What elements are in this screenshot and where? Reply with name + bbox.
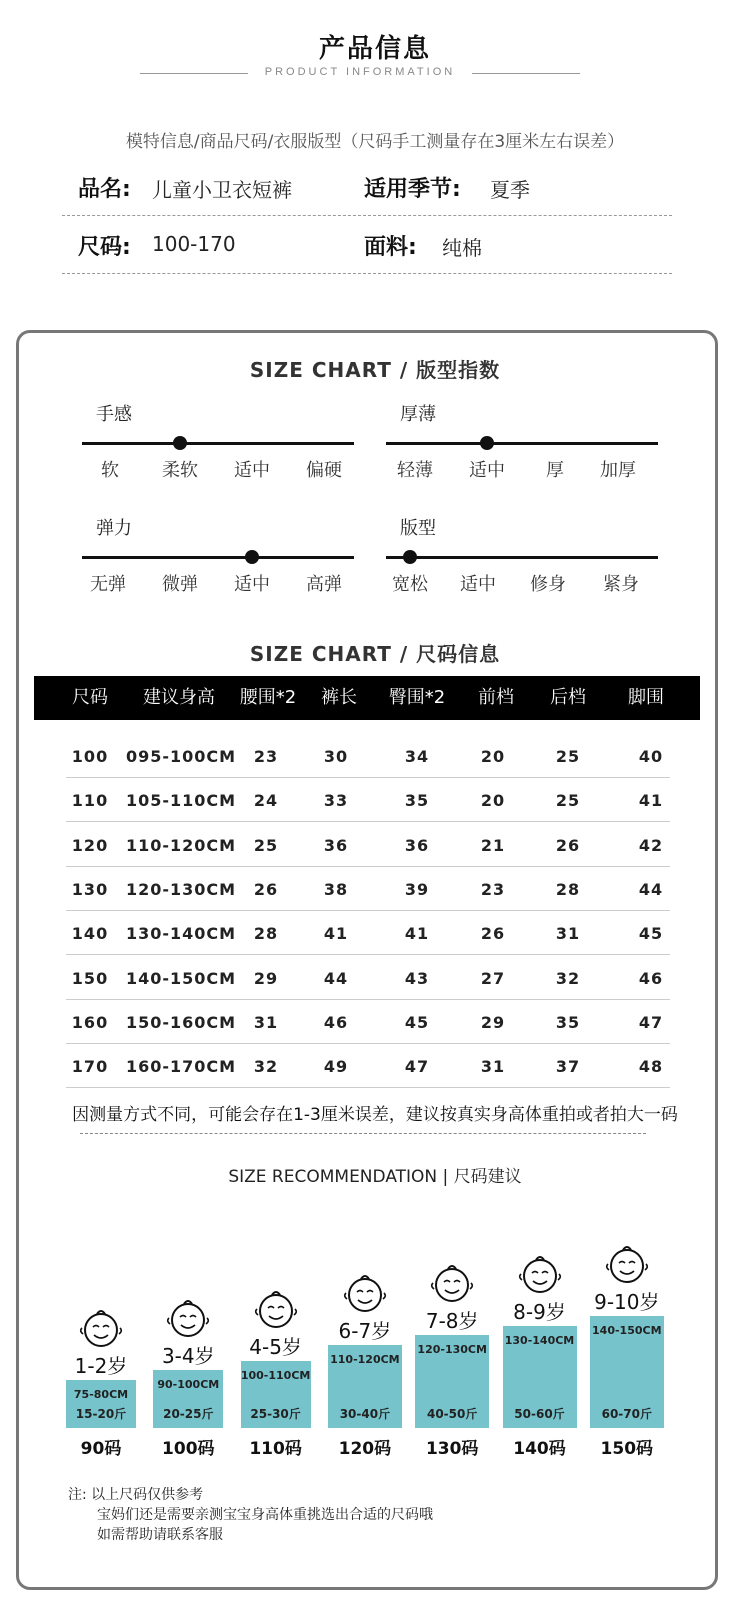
table-row — [66, 823, 670, 867]
scale-option: 修身 — [530, 574, 566, 595]
table-cell: 23 — [480, 879, 506, 899]
recommendation-bar — [503, 1326, 577, 1429]
table-header-cell: 尺码 — [72, 687, 108, 708]
table-cell: 44 — [323, 968, 349, 988]
table-cell: 095-100CM — [125, 747, 237, 766]
table-cell: 45 — [404, 1012, 430, 1032]
footnote-line-3: 如需帮助请联系客服 — [97, 1527, 223, 1543]
divider — [140, 73, 248, 74]
fit-section-title: SIZE CHART / 版型指数 — [249, 358, 501, 382]
bar-height-label: 110-120CM — [330, 1352, 400, 1366]
table-cell: 21 — [480, 835, 506, 855]
bar-height-label: 75-80CM — [73, 1388, 129, 1401]
table-cell: 49 — [323, 1057, 349, 1077]
model-info-text: 模特信息/商品尺码/衣服版型（尺码手工测量存在3厘米左右误差） — [125, 132, 625, 152]
bar-weight-label: 60-70斤 — [601, 1406, 652, 1421]
table-cell: 25 — [555, 747, 581, 766]
table-cell: 120 — [71, 835, 109, 855]
table-cell: 41 — [404, 924, 430, 944]
scale-option: 适中 — [234, 574, 270, 595]
table-cell: 30 — [323, 747, 349, 766]
table-cell: 130 — [71, 879, 109, 899]
page-subtitle: PRODUCT INFORMATION — [264, 66, 456, 78]
size-label: 140码 — [513, 1439, 566, 1459]
scale-selected-dot — [245, 550, 259, 564]
scale-selected-dot — [403, 550, 417, 564]
age-label: 3-4岁 — [161, 1344, 215, 1369]
table-cell: 26 — [253, 879, 279, 899]
scale-option: 软 — [101, 460, 119, 481]
scale-track — [82, 442, 354, 445]
baby-face-icon — [604, 1242, 650, 1284]
table-cell: 38 — [323, 879, 349, 899]
scale-option: 微弹 — [162, 574, 198, 595]
size-label: 90码 — [80, 1439, 122, 1459]
table-cell: 31 — [253, 1012, 279, 1032]
baby-face-icon — [165, 1296, 211, 1338]
table-header-cell: 建议身高 — [143, 687, 215, 708]
fabric-key: 面料: — [364, 235, 417, 260]
size-label: 130码 — [425, 1439, 479, 1459]
table-cell: 160 — [71, 1012, 109, 1032]
recommendation-bar — [328, 1345, 402, 1428]
name-key: 品名: — [78, 177, 131, 202]
table-cell: 28 — [555, 879, 581, 899]
table-cell: 29 — [480, 1012, 506, 1032]
table-cell: 150 — [71, 968, 109, 988]
table-header-cell: 脚围 — [628, 687, 664, 708]
fabric-value: 纯棉 — [442, 236, 482, 260]
table-header-cell: 后档 — [550, 687, 586, 708]
table-cell: 36 — [323, 835, 349, 855]
table-header-cell: 臀围*2 — [388, 687, 446, 708]
size-label: 100码 — [162, 1439, 215, 1459]
table-cell: 110-120CM — [125, 835, 237, 855]
subtitle-block — [140, 66, 580, 80]
baby-face-icon — [78, 1306, 124, 1348]
table-cell: 47 — [404, 1057, 430, 1077]
scale-option: 宽松 — [392, 574, 428, 595]
table-cell: 24 — [253, 791, 279, 811]
age-label: 8-9岁 — [513, 1299, 566, 1324]
table-cell: 26 — [555, 835, 581, 855]
table-row — [66, 734, 670, 778]
table-cell: 35 — [555, 1012, 581, 1032]
table-cell: 47 — [638, 1012, 664, 1032]
bar-weight-label: 40-50斤 — [426, 1406, 478, 1421]
table-cell: 34 — [404, 747, 430, 766]
table-cell: 31 — [555, 924, 581, 944]
recommendation-bar — [153, 1370, 223, 1428]
table-row — [66, 956, 670, 1000]
baby-face-icon — [253, 1287, 299, 1329]
table-row — [66, 911, 670, 955]
bar-weight-label: 20-25斤 — [163, 1406, 214, 1421]
table-cell: 43 — [404, 968, 430, 988]
table-cell: 31 — [480, 1057, 506, 1077]
table-cell: 140 — [71, 924, 109, 944]
table-cell: 46 — [323, 1012, 349, 1032]
table-cell: 25 — [253, 835, 279, 855]
table-cell: 33 — [323, 791, 349, 811]
table-cell: 160-170CM — [125, 1057, 237, 1077]
table-cell: 150-160CM — [125, 1012, 237, 1032]
table-cell: 20 — [480, 747, 506, 766]
scale-label: 手感 — [96, 404, 132, 425]
table-row — [66, 1044, 670, 1088]
bar-height-label: 100-110CM — [240, 1368, 311, 1382]
scale-option: 加厚 — [600, 460, 636, 481]
table-cell: 100 — [71, 747, 109, 766]
age-label: 4-5岁 — [249, 1334, 302, 1359]
table-header-cell: 腰围*2 — [239, 687, 297, 708]
scale-option: 柔软 — [162, 460, 198, 481]
table-cell: 36 — [404, 835, 430, 855]
table-header-cell: 裤长 — [321, 687, 357, 708]
age-label: 7-8岁 — [425, 1309, 479, 1334]
bar-weight-label: 15-20斤 — [75, 1407, 127, 1421]
baby-face-icon — [517, 1252, 563, 1294]
table-cell: 26 — [480, 924, 506, 944]
table-cell: 45 — [638, 924, 664, 944]
page-title: 产品信息 — [318, 34, 431, 64]
age-label: 9-10岁 — [594, 1289, 660, 1314]
recommendation-bar — [241, 1361, 311, 1428]
scale-track — [386, 556, 658, 559]
footnote-line-1: 注: 以上尺码仅供参考 — [68, 1487, 204, 1503]
dashed-divider — [80, 1133, 646, 1134]
divider — [472, 73, 580, 74]
table-row — [66, 867, 670, 911]
scale-selected-dot — [480, 436, 494, 450]
bar-weight-label: 30-40斤 — [339, 1406, 391, 1421]
age-label: 1-2岁 — [74, 1354, 128, 1378]
table-cell: 170 — [71, 1057, 109, 1077]
table-cell: 39 — [404, 879, 430, 899]
table-cell: 120-130CM — [125, 879, 237, 899]
scale-option: 适中 — [460, 574, 496, 595]
scale-option: 无弹 — [90, 574, 126, 595]
table-cell: 23 — [253, 747, 279, 766]
table-cell: 41 — [638, 791, 664, 811]
recommendation-bar — [415, 1335, 489, 1428]
table-cell: 130-140CM — [125, 924, 237, 944]
table-cell: 105-110CM — [125, 791, 237, 811]
table-cell: 110 — [71, 791, 109, 811]
scale-label: 版型 — [400, 518, 436, 539]
table-cell: 35 — [404, 791, 430, 811]
table-cell: 32 — [253, 1057, 279, 1077]
scale-track — [82, 556, 354, 559]
table-row — [66, 778, 670, 822]
table-cell: 29 — [253, 968, 279, 988]
scale-option: 厚 — [546, 460, 564, 481]
info-row-name — [62, 160, 672, 216]
table-cell: 25 — [555, 791, 581, 811]
table-cell: 37 — [555, 1057, 581, 1077]
scale-option: 适中 — [469, 460, 505, 481]
size-table-header — [34, 676, 700, 720]
size-section-title: SIZE CHART / 尺码信息 — [249, 642, 501, 666]
scale-option: 紧身 — [603, 574, 639, 595]
table-cell: 44 — [638, 879, 664, 899]
bar-weight-label: 25-30斤 — [250, 1406, 301, 1421]
size-label: 150码 — [600, 1439, 654, 1459]
scale-option: 轻薄 — [397, 460, 433, 481]
table-cell: 42 — [638, 835, 664, 855]
recommendation-bar — [66, 1380, 136, 1428]
recommendation-title: SIZE RECOMMENDATION | 尺码建议 — [228, 1167, 522, 1187]
info-row-size — [62, 218, 672, 274]
size-label: 110码 — [249, 1439, 302, 1459]
scale-option: 高弹 — [306, 574, 342, 595]
bar-height-label: 130-140CM — [504, 1333, 575, 1347]
recommendation-bar — [590, 1316, 664, 1428]
table-cell: 32 — [555, 968, 581, 988]
table-cell: 140-150CM — [125, 968, 237, 988]
scale-selected-dot — [173, 436, 187, 450]
season-value: 夏季 — [490, 178, 530, 202]
table-cell: 48 — [638, 1057, 664, 1077]
scale-option: 适中 — [234, 460, 270, 481]
table-cell: 41 — [323, 924, 349, 944]
scale-label: 厚薄 — [400, 404, 436, 425]
footnote-line-2: 宝妈们还是需要亲测宝宝身高体重挑选出合适的尺码哦 — [97, 1507, 433, 1523]
scale-track — [386, 442, 658, 445]
size-value: 100-170 — [152, 232, 236, 256]
bar-weight-label: 50-60斤 — [514, 1407, 565, 1421]
name-value: 儿童小卫衣短裤 — [152, 178, 292, 202]
measure-note: 因测量方式不同，可能会存在1-3厘米误差，建议按真实身高体重拍或者拍大一码 — [72, 1105, 678, 1125]
baby-face-icon — [429, 1261, 475, 1303]
table-header-cell: 前档 — [478, 687, 514, 708]
scale-option: 偏硬 — [306, 460, 342, 481]
age-label: 6-7岁 — [338, 1318, 392, 1343]
table-cell: 40 — [638, 747, 664, 766]
size-key: 尺码: — [78, 235, 131, 260]
table-cell: 46 — [638, 968, 664, 988]
season-key: 适用季节: — [364, 177, 461, 202]
table-cell: 27 — [480, 968, 506, 988]
bar-height-label: 120-130CM — [417, 1343, 487, 1357]
size-label: 120码 — [338, 1439, 392, 1459]
bar-height-label: 90-100CM — [157, 1378, 220, 1392]
table-row — [66, 1000, 670, 1044]
table-cell: 20 — [480, 791, 506, 811]
baby-face-icon — [342, 1271, 388, 1313]
bar-height-label: 140-150CM — [592, 1323, 662, 1337]
scale-label: 弹力 — [96, 518, 132, 539]
table-cell: 28 — [253, 924, 279, 944]
